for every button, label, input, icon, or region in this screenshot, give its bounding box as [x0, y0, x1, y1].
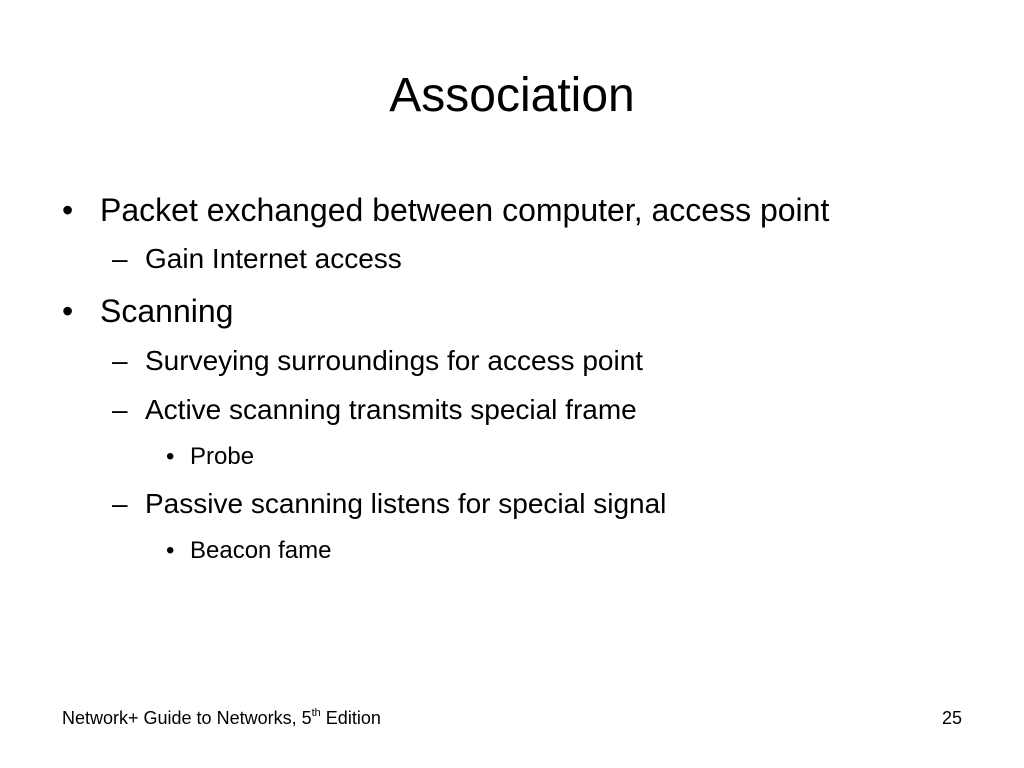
sub-item-text: Surveying surroundings for access point — [145, 345, 644, 376]
footer-book-prefix: Network+ Guide to Networks, 5 — [62, 708, 312, 728]
bullet-marker: • — [62, 192, 74, 228]
footer-book-suffix: Edition — [320, 708, 381, 728]
bullet-text: Scanning — [100, 293, 234, 329]
bullet-text: Packet exchanged between computer, access point — [100, 192, 830, 228]
bullet-marker: • — [166, 537, 175, 564]
dash-marker: – — [112, 345, 128, 376]
sub-sub-item-text: Beacon fame — [190, 537, 332, 564]
footer-book-title — [62, 706, 381, 730]
slide-title: Association — [389, 69, 635, 122]
footer-book-superscript: th — [311, 707, 321, 719]
bullet-marker: • — [166, 443, 175, 470]
dash-marker: – — [112, 488, 128, 519]
page-number: 25 — [941, 708, 962, 728]
sub-item-text: Gain Internet access — [145, 243, 402, 274]
sub-sub-item-text: Probe — [190, 443, 255, 470]
dash-marker: – — [112, 243, 128, 274]
sub-item-text: Active scanning transmits special frame — [145, 394, 637, 425]
dash-marker: – — [112, 394, 128, 425]
bullet-marker: • — [62, 293, 74, 329]
sub-item-text: Passive scanning listens for special signal — [145, 488, 667, 519]
